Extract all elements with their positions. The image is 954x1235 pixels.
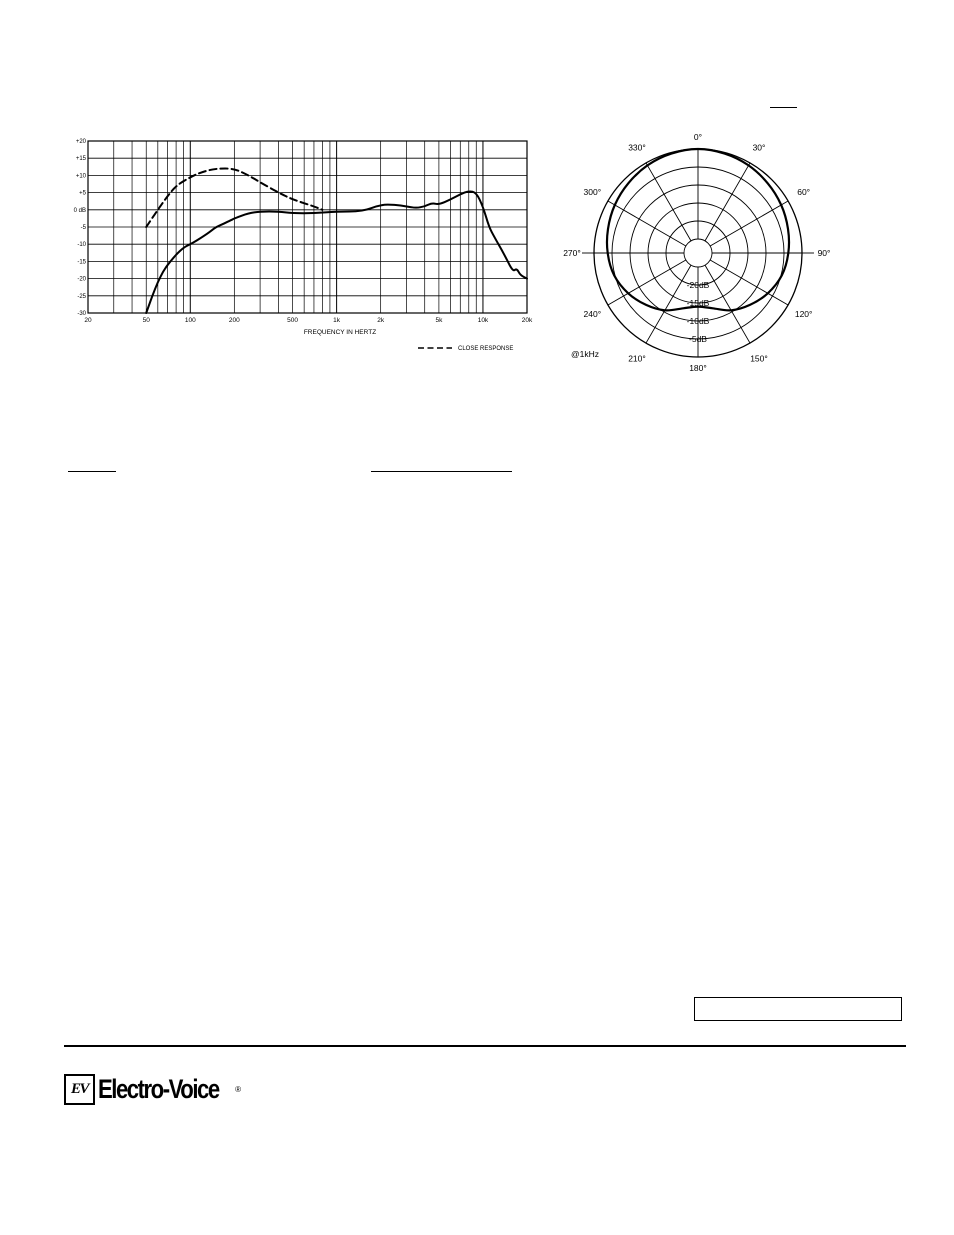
x-tick-label: 20: [84, 317, 92, 324]
y-tick-label: +15: [75, 156, 86, 163]
y-tick-label: +10: [75, 173, 86, 180]
x-tick-label: 200: [228, 317, 240, 324]
polar-ring-label: -10dB: [686, 316, 710, 326]
polar-angle-label: 210°: [628, 353, 646, 364]
x-axis-label: FREQUENCY IN HERTZ: [303, 329, 377, 336]
x-tick-label: 500: [287, 317, 298, 324]
y-tick-label: -15: [77, 259, 86, 266]
polar-angle-label: 30°: [752, 142, 766, 153]
polar-angle-label: 150°: [750, 353, 768, 364]
section-rule-left: [68, 471, 116, 472]
y-tick-label: 0 dB: [73, 207, 86, 214]
ev-monogram-icon: EV: [64, 1074, 95, 1105]
polar-ring-label: -15dB: [686, 298, 710, 308]
y-tick-label: -5: [80, 225, 86, 231]
polar-ring-label: -20dB: [686, 280, 710, 290]
section-rule-middle: [371, 471, 512, 472]
polar-ring-label: -5dB: [689, 334, 707, 344]
polar-angle-label: 120°: [794, 309, 813, 319]
polar-ring: [684, 239, 712, 267]
polar-angle-label: 270°: [563, 248, 581, 258]
y-tick-label: -10: [77, 242, 86, 249]
polar-note: @1kHz: [571, 349, 599, 359]
x-tick-label: 1k: [333, 317, 341, 324]
x-tick-label: 20k: [521, 317, 533, 324]
y-tick-label: +5: [79, 190, 86, 197]
x-tick-label: 10k: [477, 317, 489, 324]
polar-angle-label: 180°: [689, 363, 707, 373]
spec-box: [694, 997, 902, 1021]
y-tick-label: -20: [77, 276, 86, 283]
registered-mark-icon: ®: [235, 1084, 242, 1094]
polar-angle-label: 90°: [817, 248, 831, 258]
polar-angle-label: 330°: [628, 142, 646, 153]
logo-wordmark: Electro-Voice: [98, 1073, 219, 1104]
x-tick-label: 2k: [377, 317, 385, 324]
polar-angle-label: 0°: [693, 132, 703, 142]
polar-angle-label: 300°: [583, 187, 602, 197]
legend-label: CLOSE RESPONSE: [458, 346, 514, 352]
footer-rule: [64, 1045, 906, 1047]
x-tick-label: 100: [184, 317, 196, 324]
y-tick-label: -30: [77, 311, 86, 317]
header-rule-short: [770, 107, 797, 108]
polar-angle-label: 60°: [797, 187, 811, 197]
y-tick-label: -25: [77, 293, 86, 300]
x-tick-label: 50: [142, 317, 150, 324]
x-tick-label: 5k: [435, 317, 443, 324]
y-tick-label: +20: [75, 139, 86, 145]
polar-angle-label: 240°: [583, 309, 602, 319]
electro-voice-logo: [64, 1071, 241, 1107]
